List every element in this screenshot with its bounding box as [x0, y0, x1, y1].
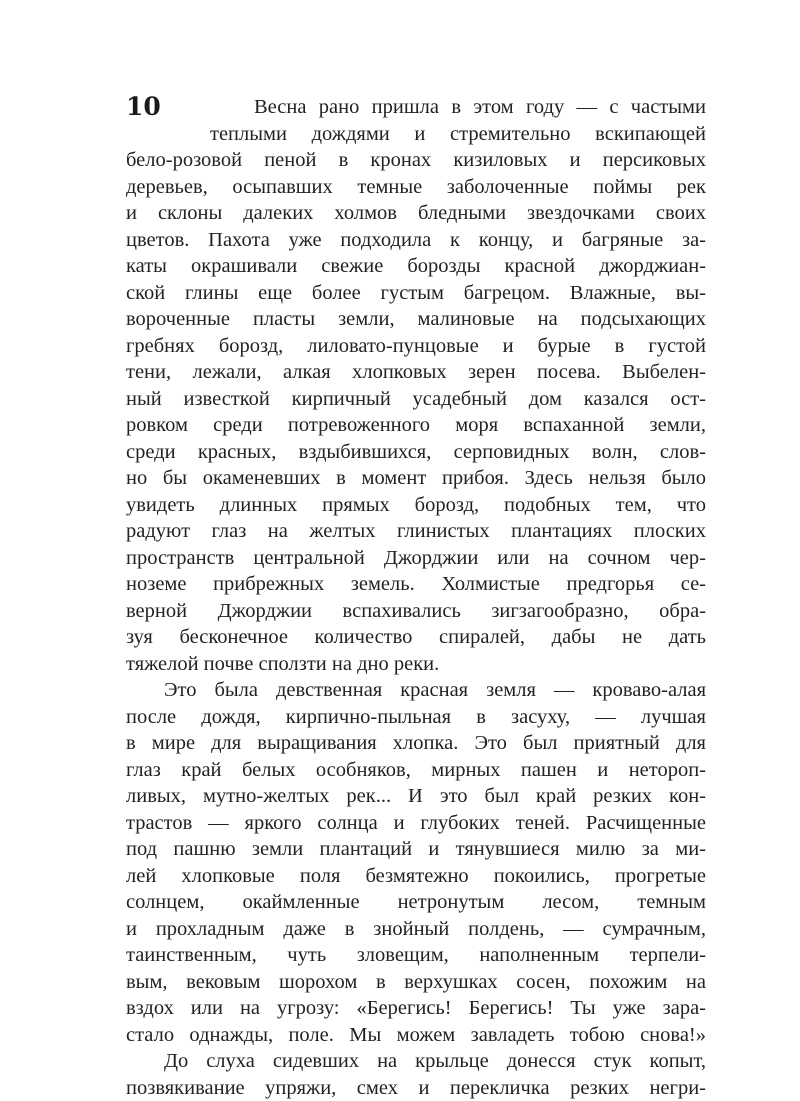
text-line: увидеть длинных прямых борозд, подобных тем, что: [126, 492, 706, 519]
text-line: стало однажды, поле. Мы можем завладеть тобою снова!»: [126, 1022, 706, 1049]
text-line: ноземе прибрежных земель. Холмистые предгорья се-: [126, 571, 706, 598]
text-line: тяжелой почве сползти на дно реки.: [126, 651, 706, 678]
text-line: лей хлопковые поля безмятежно покоились, прогретые: [126, 863, 706, 890]
text-line: под пашню земли плантаций и тянувшиеся милю за ми-: [126, 836, 706, 863]
text-line: зуя бесконечное количество спиралей, дабы не дать: [126, 624, 706, 651]
text-line: Весна рано пришла в этом году — с частыми: [126, 94, 706, 121]
text-line: деревьев, осыпавших темные заболоченные поймы рек: [126, 174, 706, 201]
text-line: трастов — яркого солнца и глубоких теней. Расчищенные: [126, 810, 706, 837]
text-line: таинственным, чуть зловещим, наполненным терпели-: [126, 942, 706, 969]
text-line: теплыми дождями и стремительно вскипающей: [126, 121, 706, 148]
text-line: и прохладным даже в знойный полдень, — сумрачным,: [126, 916, 706, 943]
text-line: ской глины еще более густым багрецом. Влажные, вы-: [126, 280, 706, 307]
text-line: глаз край белых особняков, мирных пашен и нетороп-: [126, 757, 706, 784]
text-line: каты окрашивали свежие борозды красной джорджиан-: [126, 253, 706, 280]
page-number: 10: [126, 92, 161, 122]
text-line: солнцем, окаймленные нетронутым лесом, темным: [126, 889, 706, 916]
text-line: ровком среди потревоженного моря вспаханной земли,: [126, 412, 706, 439]
text-line: бело-розовой пеной в кронах кизиловых и персиковых: [126, 147, 706, 174]
text-line: и склоны далеких холмов бледными звездочками своих: [126, 200, 706, 227]
text-line: радуют глаз на желтых глинистых плантациях плоских: [126, 518, 706, 545]
text-line: вороченные пласты земли, малиновые на подсыхающих: [126, 306, 706, 333]
text-line: но бы окаменевших в момент прибоя. Здесь нельзя было: [126, 465, 706, 492]
text-line: позвякивание упряжи, смех и перекличка резких негри-: [126, 1075, 706, 1101]
text-line: ный известкой кирпичный усадебный дом казался ост-: [126, 386, 706, 413]
body-text: [126, 94, 706, 1101]
text-line: цветов. Пахота уже подходила к концу, и багряные за-: [126, 227, 706, 254]
text-line: верной Джорджии вспахивались зигзагообразно, обра-: [126, 598, 706, 625]
text-line: ливых, мутно-желтых рек... И это был край резких кон-: [126, 783, 706, 810]
text-line: после дождя, кирпично-пыльная в засуху, — лучшая: [126, 704, 706, 731]
text-line: гребнях борозд, лиловато-пунцовые и бурые в густой: [126, 333, 706, 360]
text-line: вздох или на угрозу: «Берегись! Берегись! Ты уже зара-: [126, 995, 706, 1022]
text-line: вым, вековым шорохом в верхушках сосен, похожим на: [126, 969, 706, 996]
text-line: пространств центральной Джорджии или на сочном чер-: [126, 545, 706, 572]
text-line: Это была девственная красная земля — кроваво-алая: [126, 677, 706, 704]
text-line: в мире для выращивания хлопка. Это был приятный для: [126, 730, 706, 757]
text-line: тени, лежали, алкая хлопковых зерен посева. Выбелен-: [126, 359, 706, 386]
text-line: среди красных, вздыбившихся, серповидных волн, слов-: [126, 439, 706, 466]
text-line: До слуха сидевших на крыльце донесся стук копыт,: [126, 1048, 706, 1075]
